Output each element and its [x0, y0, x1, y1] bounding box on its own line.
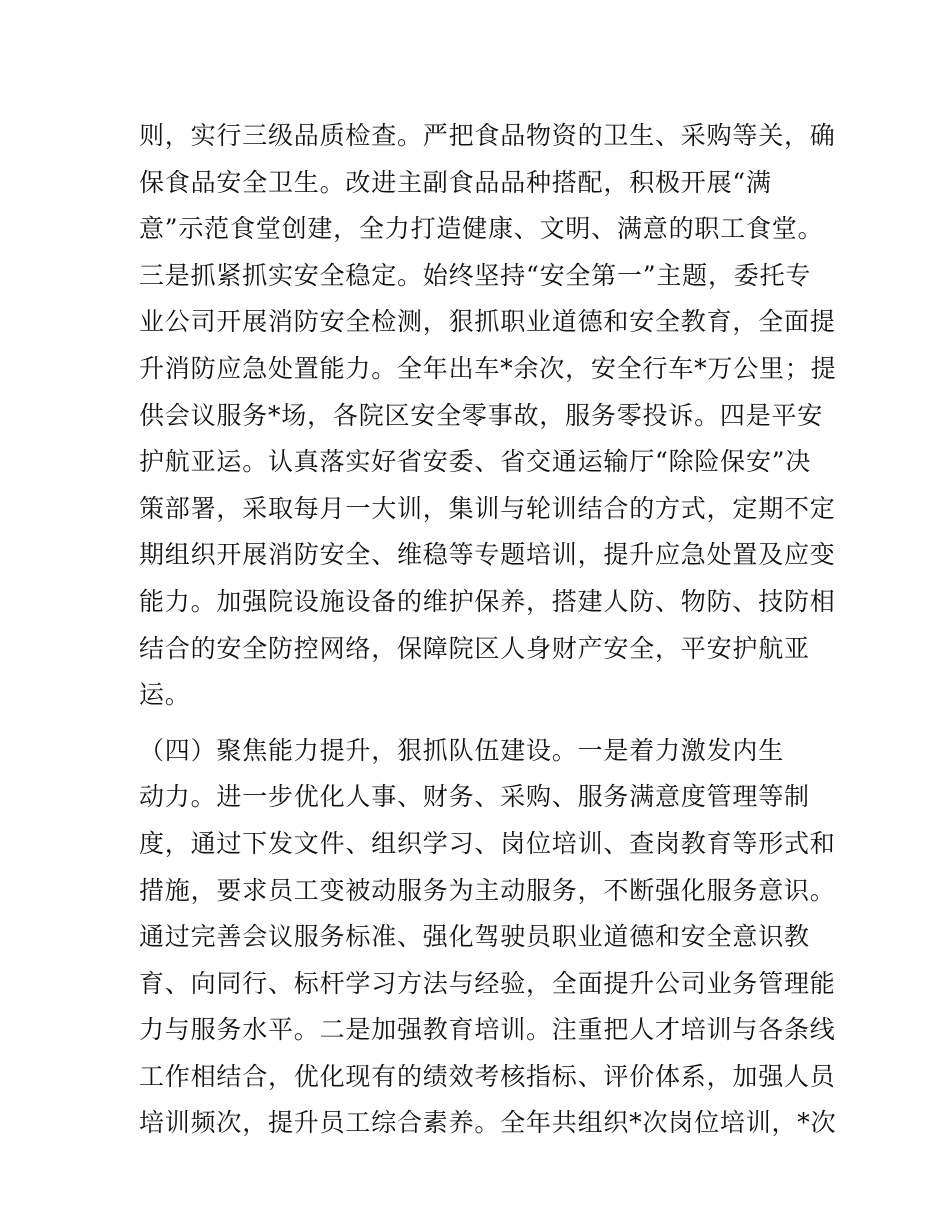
- paragraph-1: [139, 113, 837, 719]
- text-line: 能力。加强院设施设备的维护保养，搭建人防、物防、技防相: [139, 586, 836, 616]
- paragraph-2: [139, 728, 837, 1147]
- text-line: 保食品安全卫生。改进主副食品品种搭配，积极开展“满: [139, 167, 772, 197]
- text-line: 意”示范食堂创建，全力打造健康、文明、满意的职工食堂。: [139, 214, 824, 244]
- text-line: 措施，要求员工变被动服务为主动服务，不断强化服务意识。: [139, 875, 836, 905]
- text-line: 结合的安全防控网络，保障院区人身财产安全，平安护航亚: [139, 633, 810, 663]
- text-line: 度，通过下发文件、组织学习、岗位培训、查岗教育等形式和: [139, 828, 836, 858]
- text-line: 三是抓紧抓实安全稳定。始终坚持“安全第一”主题，委托专: [139, 260, 812, 290]
- text-line: 业公司开展消防安全检测，狠抓职业道德和安全教育，全面提: [139, 307, 836, 337]
- text-line: 动力。进一步优化人事、财务、采购、服务满意度管理等制: [139, 782, 810, 812]
- text-line: 通过完善会议服务标准、强化驾驶员职业道德和安全意识教: [139, 922, 810, 952]
- text-line: 策部署，采取每月一大训，集训与轮训结合的方式，定期不定: [139, 493, 836, 523]
- text-line: 期组织开展消防安全、维稳等专题培训，提升应急处置及应变: [139, 540, 836, 570]
- text-line: 运。: [139, 680, 191, 710]
- text-line: 升消防应急处置能力。全年出车*余次，安全行车*万公里；提: [139, 353, 837, 383]
- text-line: （四）聚焦能力提升，狠抓队伍建设。一是着力激发内生: [139, 735, 785, 765]
- text-line: 培训频次，提升员工综合素养。全年共组织*次岗位培训，*次: [139, 1108, 837, 1138]
- text-line: 工作相结合，优化现有的绩效考核指标、评价体系，加强人员: [139, 1061, 836, 1091]
- text-line: 力与服务水平。二是加强教育培训。注重把人才培训与各条线: [139, 1015, 836, 1045]
- text-line: 护航亚运。认真落实好省安委、省交通运输厅“除险保安”决: [139, 447, 812, 477]
- document-body: [139, 113, 837, 1147]
- paragraph-spacer: [139, 719, 819, 728]
- text-line: 育、向同行、标杆学习方法与经验，全面提升公司业务管理能: [139, 968, 836, 998]
- text-line: 则，实行三级品质检查。严把食品物资的卫生、采购等关，确: [139, 121, 836, 150]
- text-line: 供会议服务*场，各院区安全零事故，服务零投诉。四是平安: [139, 400, 824, 430]
